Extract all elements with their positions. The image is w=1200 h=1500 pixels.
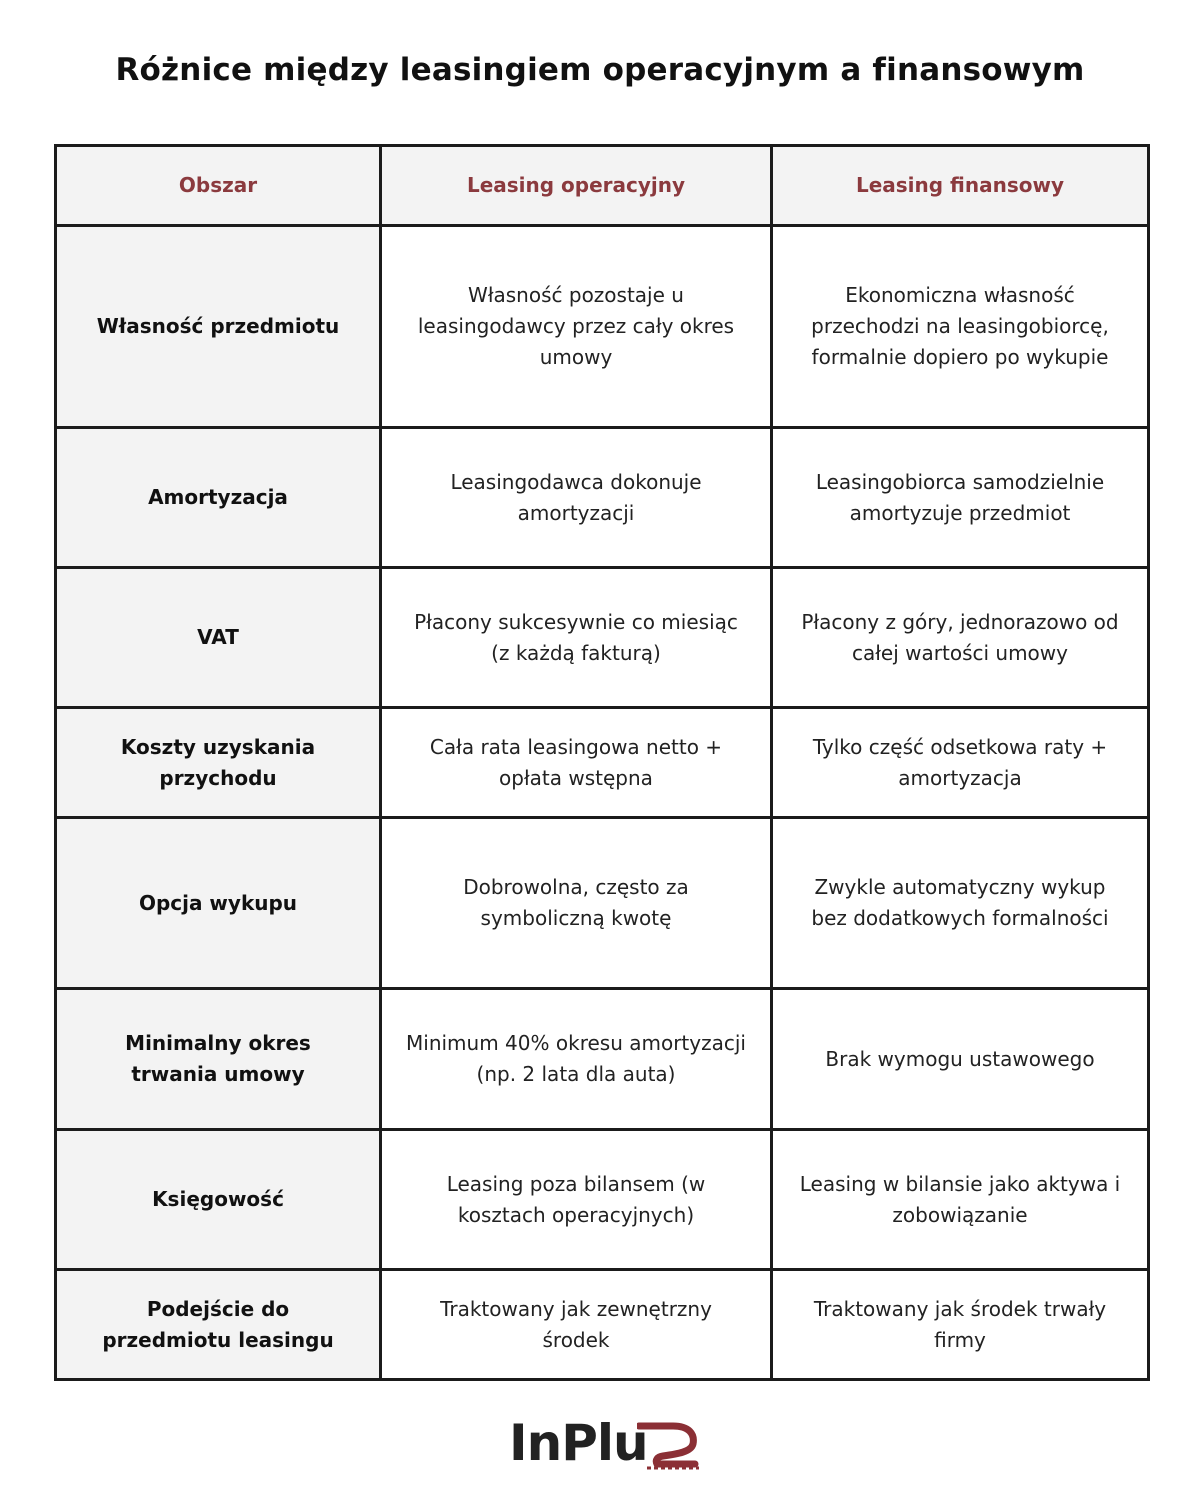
column-header-operating: Leasing operacyjny: [381, 146, 772, 226]
logo-text: InPlu: [509, 1414, 648, 1472]
column-header-area: Obszar: [56, 146, 381, 226]
logo-s-mark-icon: [637, 1418, 701, 1480]
table-row: [56, 226, 1149, 428]
financial-cell: Ekonomiczna własność przechodzi na leasingobiorcę, formalnie dopiero po wykupie: [772, 226, 1149, 428]
table-row: [56, 428, 1149, 568]
financial-cell: Leasing w bilansie jako aktywa i zobowiązanie: [772, 1130, 1149, 1270]
financial-cell: Zwykle automatyczny wykup bez dodatkowych formalności: [772, 818, 1149, 989]
financial-cell: Płacony z góry, jednorazowo od całej wartości umowy: [772, 568, 1149, 708]
operating-cell: Płacony sukcesywnie co miesiąc (z każdą fakturą): [381, 568, 772, 708]
operating-cell: Leasingodawca dokonuje amortyzacji: [381, 428, 772, 568]
row-area-cell: Minimalny okres trwania umowy: [56, 989, 381, 1130]
table-row: [56, 708, 1149, 818]
row-area-cell: Podejście do przedmiotu leasingu: [56, 1270, 381, 1380]
comparison-table: [54, 144, 1150, 1381]
operating-cell: Cała rata leasingowa netto + opłata wstępna: [381, 708, 772, 818]
page-title: Różnice między leasingiem operacyjnym a finansowym: [115, 52, 1085, 88]
row-area-cell: Opcja wykupu: [56, 818, 381, 989]
row-area-cell: Koszty uzyskania przychodu: [56, 708, 381, 818]
table-row: [56, 818, 1149, 989]
table-row: [56, 1130, 1149, 1270]
operating-cell: Dobrowolna, często za symboliczną kwotę: [381, 818, 772, 989]
column-header-financial: Leasing finansowy: [772, 146, 1149, 226]
financial-cell: Leasingobiorca samodzielnie amortyzuje przedmiot: [772, 428, 1149, 568]
row-area-cell: Księgowość: [56, 1130, 381, 1270]
operating-cell: Minimum 40% okresu amortyzacji (np. 2 lata dla auta): [381, 989, 772, 1130]
table-row: [56, 1270, 1149, 1380]
table-row: [56, 989, 1149, 1130]
financial-cell: Brak wymogu ustawowego: [772, 989, 1149, 1130]
operating-cell: Leasing poza bilansem (w kosztach operacyjnych): [381, 1130, 772, 1270]
operating-cell: Traktowany jak zewnętrzny środek: [381, 1270, 772, 1380]
row-area-cell: VAT: [56, 568, 381, 708]
brand-logo: [509, 1413, 709, 1483]
row-area-cell: Własność przedmiotu: [56, 226, 381, 428]
row-area-cell: Amortyzacja: [56, 428, 381, 568]
financial-cell: Tylko część odsetkowa raty + amortyzacja: [772, 708, 1149, 818]
operating-cell: Własność pozostaje u leasingodawcy przez cały okres umowy: [381, 226, 772, 428]
table-header-row: [56, 146, 1149, 226]
financial-cell: Traktowany jak środek trwały firmy: [772, 1270, 1149, 1380]
table-row: [56, 568, 1149, 708]
